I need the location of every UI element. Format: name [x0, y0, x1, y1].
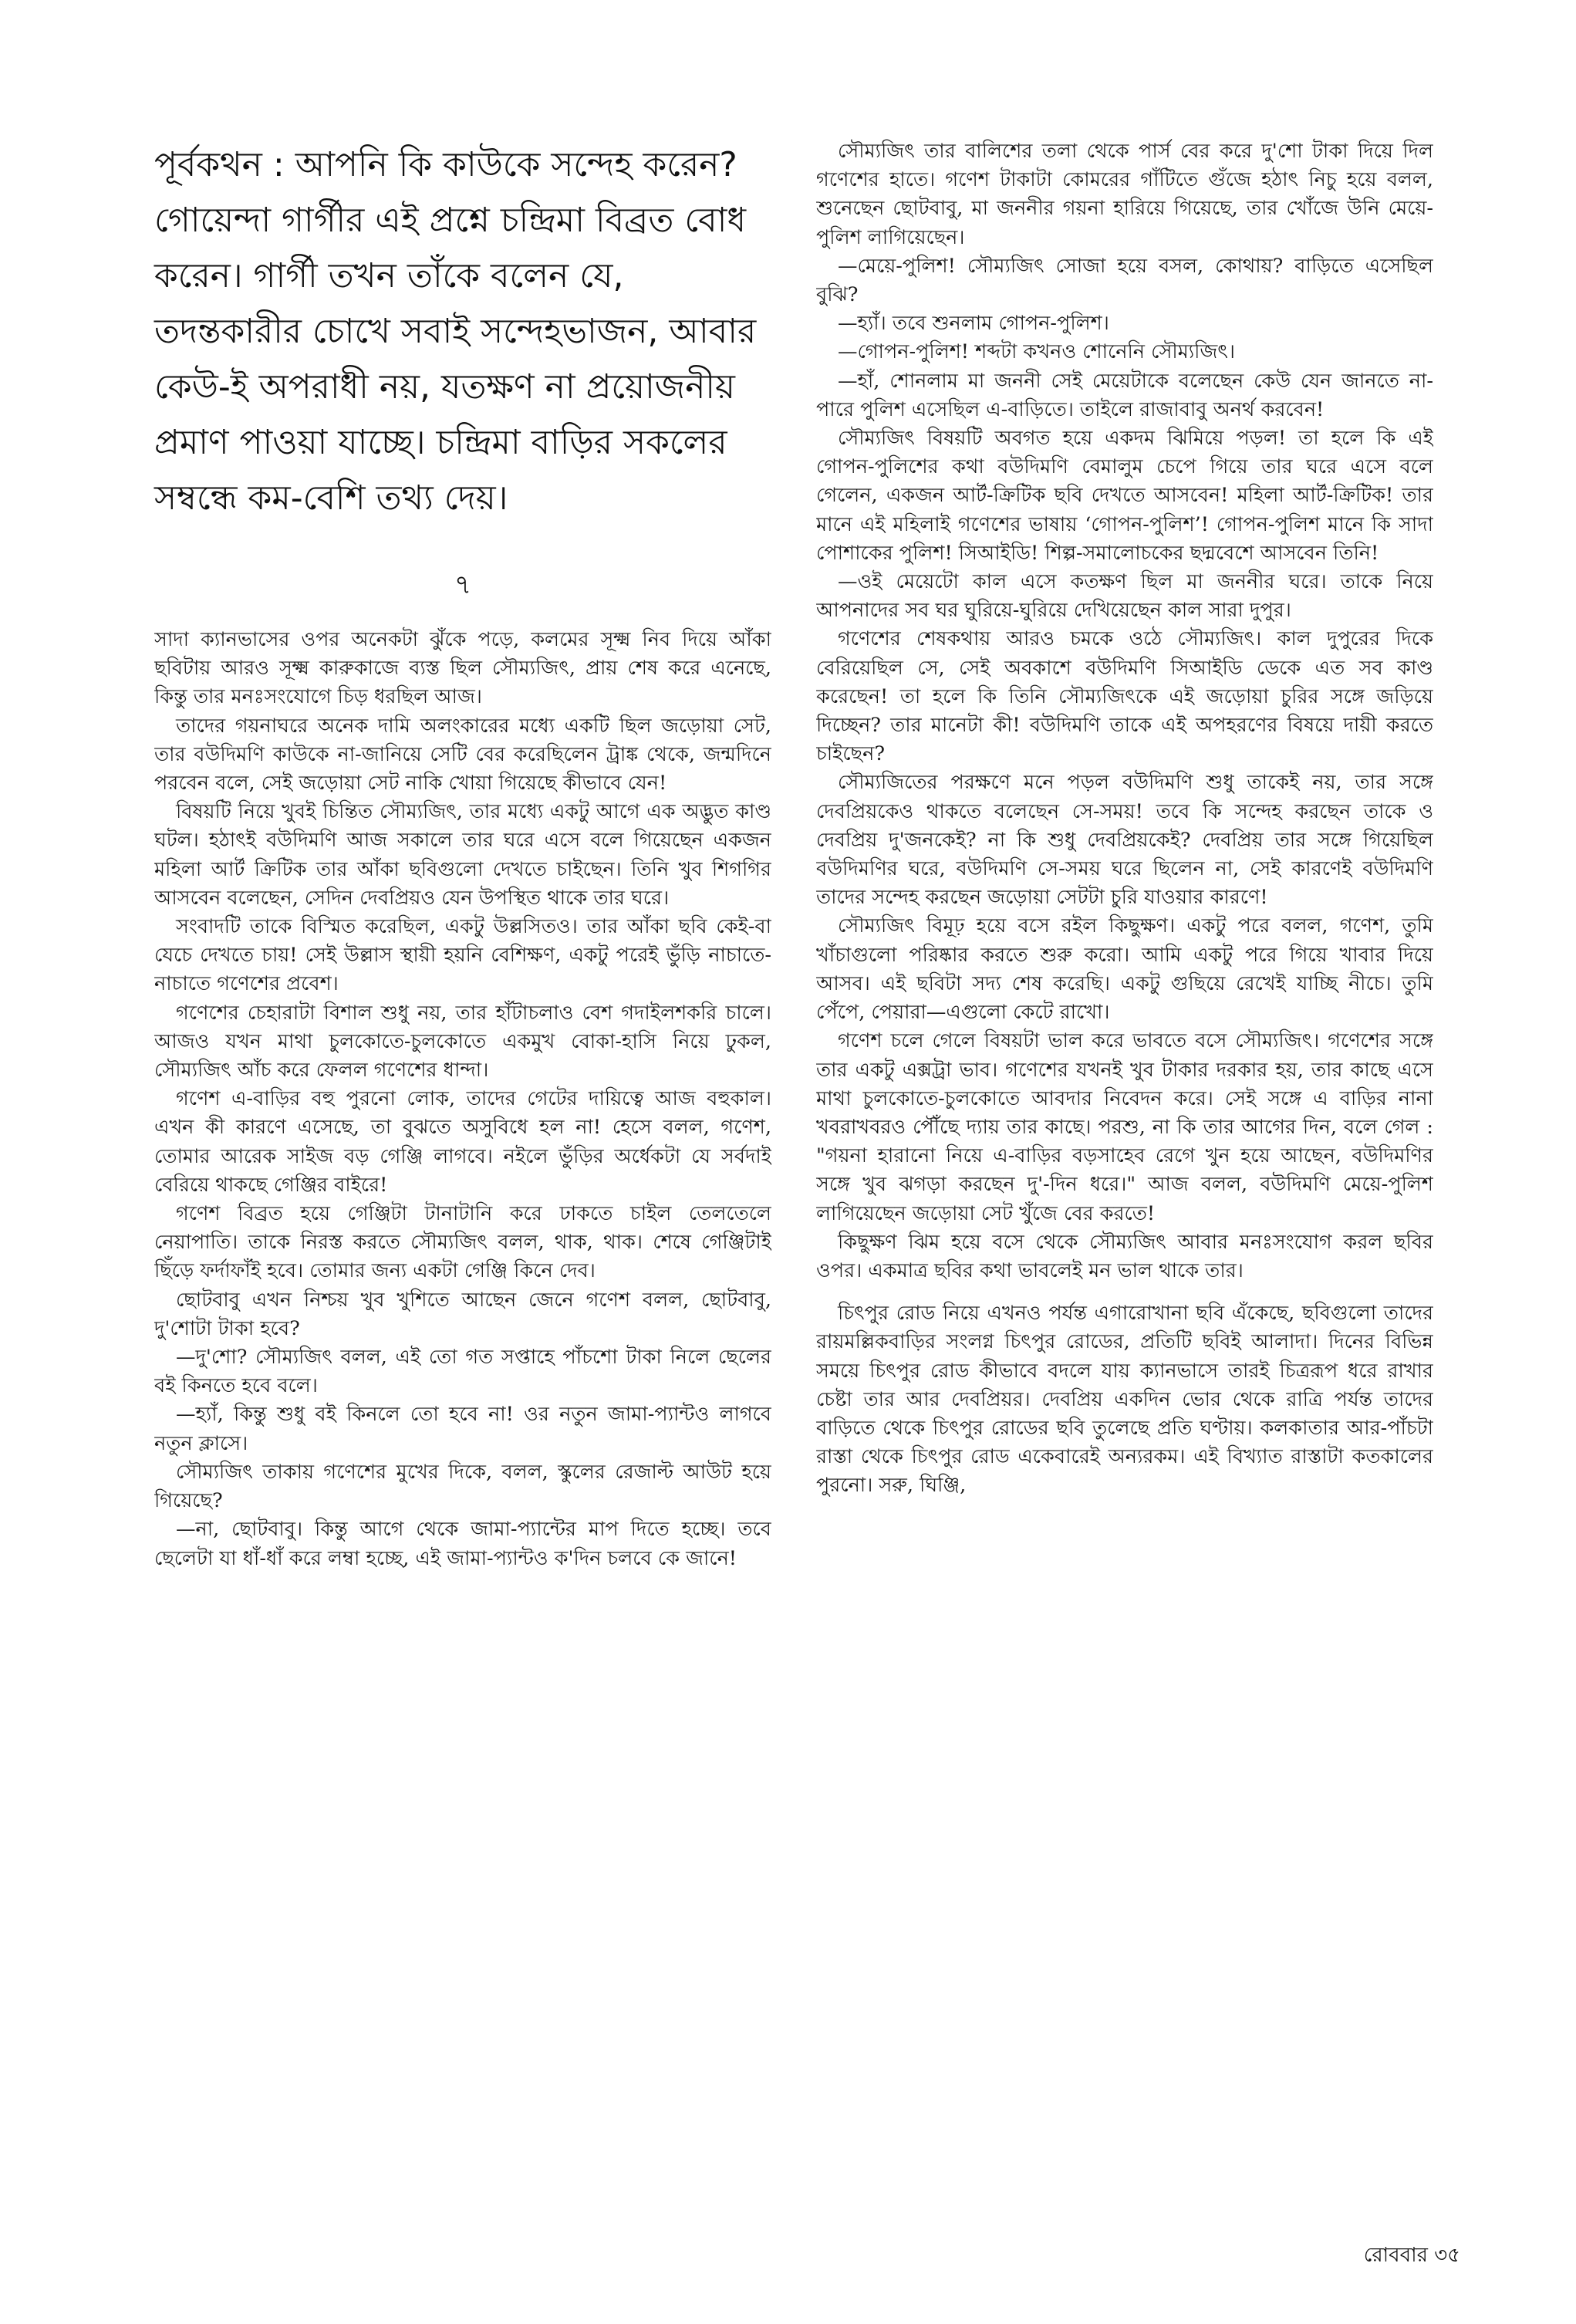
- paragraph: বিষয়টি নিয়ে খুবই চিন্তিত সৌম্যজিৎ, তার মধ্যে একটু আগে এক অদ্ভুত কাণ্ড ঘটল। হঠাৎই বউদিমণি আজ সকালে তার ঘরে এসে বলে গিয়েছেন একজন মহিলা আর্ট ক্রিটিক তার আঁকা ছবিগুলো দেখতে চাইছেন। তিনি খুব শিগগির আসবেন বলেছেন, সেদিন দেবপ্রিয়ও যেন উপস্থিত থাকে তার ঘরে।: [154, 800, 771, 910]
- paragraph: চিৎপুর রোড নিয়ে এখনও পর্যন্ত এগারোখানা ছবি এঁকেছে, ছবিগুলো তাদের রায়মল্লিকবাড়ির সংলগ্ন চিৎপুর রোডের, প্রতিটি ছবিই আলাদা। দিনের বিভিন্ন সময়ে চিৎপুর রোড কীভাবে বদলে যায় ক্যানভাসে তারই চিত্ররূপ ধরে রাখার চেষ্টা তার আর দেবপ্রিয়র। দেবপ্রিয় একদিন ভোর থেকে রাত্রি পর্যন্ত তাদের বাড়িতে থেকে চিৎপুর রোডের ছবি তুলেছে প্রতি ঘণ্টায়। কলকাতার আর-পাঁচটা রাস্তা থেকে চিৎপুর রোড একেবারেই অন্যরকম। এই বিখ্যাত রাস্তাটা কতকালের পুরনো। সরু, ঘিঞ্জি,: [816, 1302, 1433, 1498]
- paragraph: সৌম্যজিতের পরক্ষণে মনে পড়ল বউদিমণি শুধু তাকেই নয়, তার সঙ্গে দেবপ্রিয়কেও থাকতে বলেছেন সে-সময়! তবে কি সন্দেহ করছেন তাকে ও দেবপ্রিয় দু'জনকেই? না কি শুধু দেবপ্রিয়কেই? দেবপ্রিয় তার সঙ্গে গিয়েছিল বউদিমণির ঘরে, বউদিমণি সে-সময় ঘরে ছিলেন না, সেই কারণেই বউদিমণি তাদের সন্দেহ করছেন জড়োয়া সেটটা চুরি যাওয়ার কারণে!: [816, 771, 1433, 910]
- paragraph: সৌম্যজিৎ বিষয়টি অবগত হয়ে একদম ঝিমিয়ে পড়ল! তা হলে কি এই গোপন-পুলিশের কথা বউদিমণি বেমালুম চেপে গিয়ে তার ঘরে এসে বলে গেলেন, একজন আর্ট-ক্রিটিক ছবি দেখতে আসবেন! মহিলা আর্ট-ক্রিটিক! তার মানে এই মহিলাই গণেশের ভাষায় ‘গোপন-পুলিশ’! গোপন-পুলিশ মানে কি সাদা পোশাকের পুলিশ! সিআইডি! শিল্প-সমালোচকের ছদ্মবেশে আসবেন তিনি!: [816, 427, 1433, 565]
- paragraph: ছোটবাবু এখন নিশ্চয় খুব খুশিতে আছেন জেনে গণেশ বলল, ছোটবাবু, দু'শোটা টাকা হবে?: [154, 1288, 771, 1340]
- paragraph: গণেশ এ-বাড়ির বহু পুরনো লোক, তাদের গেটের দায়িত্বে আজ বহুকাল। এখন কী কারণে এসেছে, তা বুঝতে অসুবিধে হল না! হেসে বলল, গণেশ, তোমার আরেক সাইজ বড় গেঞ্জি লাগবে। নইলে ভুঁড়ির অর্ধেকটা যে সর্বদাই বেরিয়ে থাকছে গেঞ্জির বাইরে!: [154, 1087, 771, 1197]
- paragraph: —গোপন-পুলিশ! শব্দটা কখনও শোনেনি সৌম্যজিৎ।: [838, 340, 1236, 364]
- paragraph: সাদা ক্যানভাসের ওপর অনেকটা ঝুঁকে পড়ে, কলমের সূক্ষ্ম নিব দিয়ে আঁকা ছবিটায় আরও সূক্ষ্ম কারুকাজে ব্যস্ত ছিল সৌম্যজিৎ, প্রায় শেষ করে এনেছে, কিন্তু তার মনঃসংযোগে চিড় ধরছিল আজ।: [154, 628, 771, 709]
- paragraph: —হ্যাঁ, কিন্তু শুধু বই কিনলে তো হবে না! ওর নতুন জামা-প্যান্টও লাগবে নতুন ক্লাসে।: [154, 1403, 771, 1455]
- synopsis-text: পূর্বকথন : আপনি কি কাউকে সন্দেহ করেন? গোয়েন্দা গার্গীর এই প্রশ্নে চন্দ্রিমা বিব্রত বোধ করেন। গার্গী তখন তাঁকে বলেন যে, তদন্তকারীর চোখে সবাই সন্দেহভাজন, আবার কেউ-ই অপরাধী নয়, যতক্ষণ না প্রয়োজনীয় প্রমাণ পাওয়া যাচ্ছে। চন্দ্রিমা বাড়ির সকলের সম্বন্ধে কম-বেশি তথ্য দেয়।: [154, 145, 757, 518]
- paragraph: তাদের গয়নাঘরে অনেক দামি অলংকারের মধ্যে একটি ছিল জড়োয়া সেট, তার বউদিমণি কাউকে না-জানিয়ে সেটি বের করেছিলেন ট্রাঙ্ক থেকে, জন্মদিনে পরবেন বলে, সেই জড়োয়া সেট নাকি খোয়া গিয়েছে কীভাবে যেন!: [154, 714, 771, 795]
- paragraph: গণেশের চেহারাটা বিশাল শুধু নয়, তার হাঁটাচলাও বেশ গদাইলশকরি চালে। আজও যখন মাথা চুলকোতে-চুলকোতে একমুখ বোকা-হাসি নিয়ে ঢুকল, সৌম্যজিৎ আঁচ করে ফেলল গণেশের ধান্দা।: [154, 1001, 771, 1083]
- left-body-text: [154, 626, 771, 1573]
- page-footer: রোববার ৩৫: [1363, 2244, 1460, 2267]
- paragraph: —ওই মেয়েটো কাল এসে কতক্ষণ ছিল মা জননীর ঘরে। তাকে নিয়ে আপনাদের সব ঘর ঘুরিয়ে-ঘুরিয়ে দেখিয়েছেন কাল সারা দুপুর।: [816, 570, 1433, 623]
- paragraph: সৌম্যজিৎ তার বালিশের তলা থেকে পার্স বের করে দু'শো টাকা দিয়ে দিল গণেশের হাতে। গণেশ টাকাটা কোমরের গাঁটিতে গুঁজে হঠাৎ নিচু হয়ে বলল, শুনেছেন ছোটবাবু, মা জননীর গয়না হারিয়ে গিয়েছে, তার খোঁজে উনি মেয়ে-পুলিশ লাগিয়েছেন।: [816, 140, 1433, 249]
- paragraph: সংবাদটি তাকে বিস্মিত করেছিল, একটু উল্লসিতও। তার আঁকা ছবি কেই-বা যেচে দেখতে চায়! সেই উল্লাস স্থায়ী হয়নি বেশিক্ষণ, একটু পরেই ভুঁড়ি নাচাতে-নাচাতে গণেশের প্রবেশ।: [154, 915, 771, 996]
- paragraph: —দু'শো? সৌম্যজিৎ বলল, এই তো গত সপ্তাহে পাঁচশো টাকা নিলে ছেলের বই কিনতে হবে বলে।: [154, 1346, 771, 1398]
- paragraph: সৌম্যজিৎ বিমূঢ় হয়ে বসে রইল কিছুক্ষণ। একটু পরে বলল, গণেশ, তুমি খাঁচাগুলো পরিষ্কার করতে শুরু করো। আমি একটু পরে গিয়ে খাবার দিয়ে আসব। এই ছবিটা সদ্য শেষ করেছি। একটু গুছিয়ে রেখেই যাচ্ছি নীচে। তুমি পেঁপে, পেয়ারা—এগুলো কেটে রাখো।: [816, 914, 1433, 1025]
- paragraph: —হাঁ, শোনলাম মা জননী সেই মেয়েটাকে বলেছেন কেউ যেন জানতে না-পারে পুলিশ এসেছিল এ-বাড়িতে। তাইলে রাজাবাবু অনর্থ করবেন!: [816, 369, 1433, 421]
- paragraph: গণেশ বিব্রত হয়ে গেঞ্জিটা টানাটানি করে ঢাকতে চাইল তেলতেলে নেয়াপাতি। তাকে নিরস্ত করতে সৌম্যজিৎ বলল, থাক, থাক। শেষে গেঞ্জিটাই ছিঁড়ে ফর্দাফাঁই হবে। তোমার জন্য একটা গেঞ্জি কিনে দেব।: [154, 1202, 771, 1283]
- paragraph: সৌম্যজিৎ তাকায় গণেশের মুখের দিকে, বলল, স্কুলের রেজাল্ট আউট হয়ে গিয়েছে?: [154, 1460, 771, 1513]
- paragraph: গণেশ চলে গেলে বিষয়টা ভাল করে ভাবতে বসে সৌম্যজিৎ। গণেশের সঙ্গে তার একটু এক্সট্রা ভাব। গণেশের যখনই খুব টাকার দরকার হয়, তার কাছে এসে মাথা চুলকোতে-চুলকোতে আবদার নিবেদন করে। সেই সঙ্গে এ বাড়ির নানা খবরাখবরও পৌঁছে দ্যায় তার কাছে। পরশু, না কি তার আগের দিন, বলে গেল : "গয়না হারানো নিয়ে এ-বাড়ির বড়সাহেব রেগে খুন হয়ে আছেন, বউদিমণির সঙ্গে খুব ঝগড়া করছেন দু'-দিন ধরে।" আজ বলল, বউদিমণি মেয়ে-পুলিশ লাগিয়েছেন জড়োয়া সেট খুঁজে বের করতে!: [816, 1029, 1433, 1225]
- paragraph: গণেশের শেষকথায় আরও চমকে ওঠে সৌম্যজিৎ। কাল দুপুরের দিকে বেরিয়েছিল সে, সেই অবকাশে বউদিমণি সিআইডি ডেকে এত সব কাণ্ড করেছেন! তা হলে কি তিনি সৌম্যজিৎকে এই জড়োয়া চুরির সঙ্গে জড়িয়ে দিচ্ছেন? তার মানেটা কী! বউদিমণি তাকে এই অপহরণের বিষয়ে দায়ী করতে চাইছেন?: [816, 627, 1433, 766]
- right-body-text: [816, 137, 1433, 1501]
- paragraph: —না, ছোটবাবু। কিন্তু আগে থেকে জামা-প্যান্টের মাপ দিতে হচ্ছে। তবে ছেলেটা যা ধাঁ-ধাঁ করে লম্বা হচ্ছে, এই জামা-প্যান্টও ক'দিন চলবে কে জানে!: [154, 1518, 771, 1570]
- right-column: [816, 137, 1433, 1501]
- paragraph: —হ্যাঁ। তবে শুনলাম গোপন-পুলিশ।: [838, 312, 1109, 336]
- paragraph: কিছুক্ষণ ঝিম হয়ে বসে থেকে সৌম্যজিৎ আবার মনঃসংযোগ করল ছবির ওপর। একমাত্র ছবির কথা ভাবলেই মন ভাল থাকে তার।: [816, 1230, 1433, 1282]
- chapter-number: ৭: [454, 569, 472, 600]
- synopsis-box: [154, 137, 771, 526]
- left-column: [154, 137, 771, 1573]
- paragraph: —মেয়ে-পুলিশ! সৌম্যজিৎ সোজা হয়ে বসল, কোথায়? বাড়িতে এসেছিল বুঝি?: [816, 254, 1433, 307]
